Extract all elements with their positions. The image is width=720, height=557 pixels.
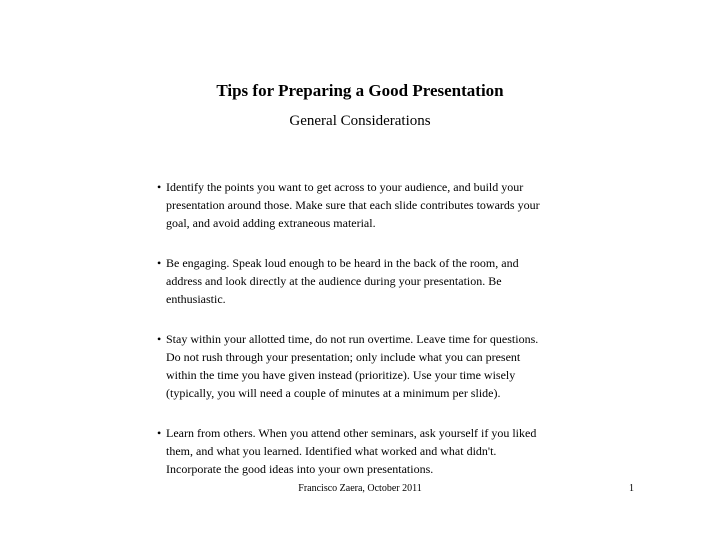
- bullet-line: goal, and avoid adding extraneous material.: [166, 216, 376, 230]
- bullet-line: Learn from others. When you attend other seminars, ask yourself if you liked: [166, 426, 537, 440]
- bullet-item: [157, 330, 587, 402]
- bullet-line: enthusiastic.: [166, 292, 226, 306]
- slide-footer: Francisco Zaera, October 2011: [298, 483, 422, 494]
- page-number: 1: [629, 483, 634, 494]
- bullet-line: address and look directly at the audience during your presentation. Be: [166, 274, 502, 288]
- bullet-item: [157, 254, 587, 308]
- bullet-line: presentation around those. Make sure that each slide contributes towards your: [166, 198, 540, 212]
- bullet-line: Identify the points you want to get across to your audience, and build your: [166, 180, 524, 194]
- bullet-line: Do not rush through your presentation; only include what you can present: [166, 350, 521, 364]
- bullet-line: Stay within your allotted time, do not run overtime. Leave time for questions.: [166, 332, 539, 346]
- slide-subtitle: General Considerations: [289, 113, 431, 129]
- slide-title: Tips for Preparing a Good Presentation: [216, 81, 504, 100]
- bullet-line: them, and what you learned. Identified what worked and what didn't.: [166, 444, 497, 458]
- bullet-line: Incorporate the good ideas into your own presentations.: [166, 462, 434, 476]
- bullet-marker: •: [157, 256, 162, 270]
- bullet-item: [157, 424, 587, 478]
- bullet-marker: •: [157, 332, 162, 346]
- bullet-item: [157, 178, 587, 232]
- bullet-marker: •: [157, 426, 162, 440]
- bullet-line: within the time you have given instead (prioritize). Use your time wisely: [166, 368, 516, 382]
- bullet-list: [157, 178, 587, 500]
- bullet-line: (typically, you will need a couple of minutes at a minimum per slide).: [166, 386, 501, 400]
- bullet-line: Be engaging. Speak loud enough to be heard in the back of the room, and: [166, 256, 519, 270]
- bullet-marker: •: [157, 180, 162, 194]
